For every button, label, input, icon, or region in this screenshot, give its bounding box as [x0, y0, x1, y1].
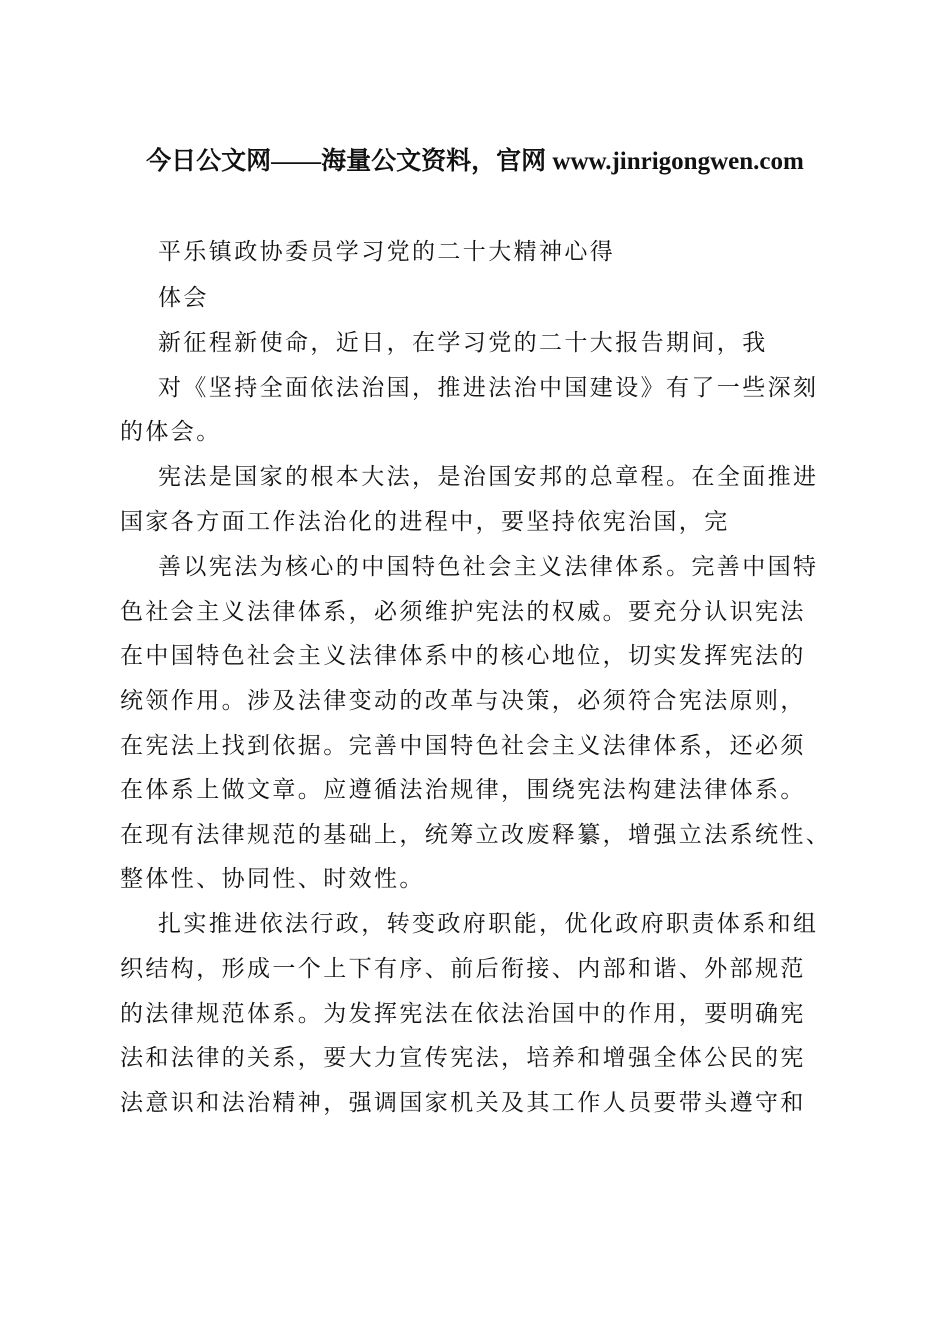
- text-line: 法和法律的关系，要大力宣传宪法，培养和增强全体公民的宪: [120, 1045, 806, 1071]
- text-line: 织结构，形成一个上下有序、前后衔接、内部和谐、外部规范: [120, 956, 806, 982]
- text-line: 统领作用。涉及法律变动的改革与决策，必须符合宪法原则，: [120, 688, 806, 714]
- text-line: 在中国特色社会主义法律体系中的核心地位，切实发挥宪法的: [120, 643, 806, 669]
- site-header: 今日公文网——海量公文资料，官网 www.jinrigongwen.com: [146, 148, 804, 175]
- text-line: 在体系上做文章。应遵循法治规律，围绕宪法构建法律体系。: [120, 777, 806, 803]
- text-line: 在现有法律规范的基础上，统筹立改废释纂，增强立法系统性、: [120, 822, 832, 848]
- text-line: 对《坚持全面依法治国，推进法治中国建设》有了一些深刻: [158, 375, 819, 401]
- text-line: 的法律规范体系。为发挥宪法在依法治国中的作用，要明确宪: [120, 1001, 806, 1027]
- text-line: 宪法是国家的根本大法，是治国安邦的总章程。在全面推进: [158, 464, 819, 490]
- text-line: 在宪法上找到依据。完善中国特色社会主义法律体系，还必须: [120, 733, 806, 759]
- text-line: 扎实推进依法行政，转变政府职能，优化政府职责体系和组: [158, 911, 819, 937]
- text-line: 法意识和法治精神，强调国家机关及其工作人员要带头遵守和: [120, 1090, 806, 1116]
- document-title-line-1: 平乐镇政协委员学习党的二十大精神心得: [158, 239, 616, 265]
- text-line: 善以宪法为核心的中国特色社会主义法律体系。完善中国特: [158, 554, 819, 580]
- text-line: 整体性、协同性、时效性。: [120, 866, 425, 892]
- text-line: 国家各方面工作法治化的进程中，要坚持依宪治国，完: [120, 509, 730, 535]
- document-title-line-2: 体会: [158, 285, 209, 311]
- text-line: 的体会。: [120, 419, 222, 445]
- text-line: 色社会主义法律体系，必须维护宪法的权威。要充分认识宪法: [120, 599, 806, 625]
- text-line: 新征程新使命，近日，在学习党的二十大报告期间，我: [158, 330, 768, 356]
